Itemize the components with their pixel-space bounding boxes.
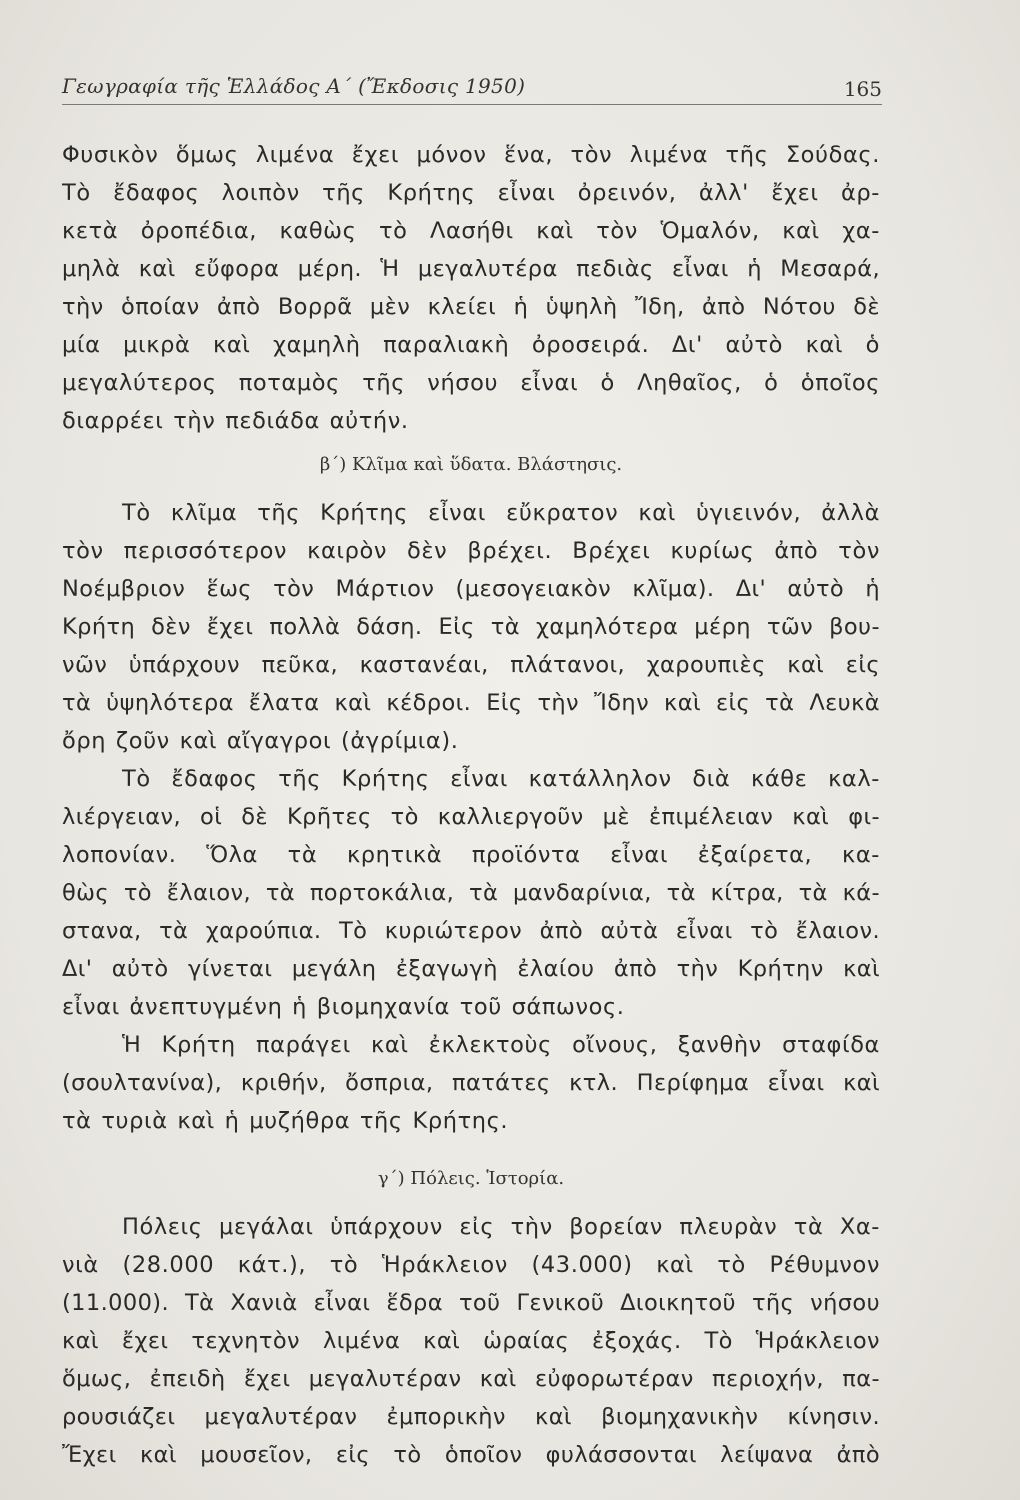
section-heading-climate: β΄) Κλῖμα καὶ ὕδατα. Βλάστησις. <box>319 454 623 475</box>
text-line: τὰ ὑψηλότερα ἔλατα καὶ κέδροι. Εἰς τὴν Ἴδην καὶ εἰς τὰ Λευκὰ <box>62 690 880 716</box>
text-line: νῶν ὑπάρχουν πεῦκα, καστανέαι, πλάτανοι, χαρουπιὲς καὶ εἰς <box>62 652 880 678</box>
section-heading-cities: γ΄) Πόλεις. Ἱστορία. <box>377 1168 565 1189</box>
text-line: Ἡ Κρήτη παράγει καὶ ἐκλεκτοὺς οἴνους, ξανθὴν σταφίδα <box>122 1032 880 1058</box>
text-line: καὶ ἔχει τεχνητὸν λιμένα καὶ ὡραίας ἐξοχάς. Τὸ Ἡράκλειον <box>62 1328 880 1354</box>
text-line: Ἔχει καὶ μουσεῖον, εἰς τὸ ὁποῖον φυλάσσονται λείψανα ἀπὸ <box>62 1442 880 1468</box>
text-line: Φυσικὸν ὅμως λιμένα ἔχει μόνον ἕνα, τὸν λιμένα τῆς Σούδας. <box>62 142 880 168</box>
text-line: Πόλεις μεγάλαι ὑπάρχουν εἰς τὴν βορείαν πλευρὰν τὰ Χα- <box>122 1214 880 1240</box>
text-line: λιέργειαν, οἱ δὲ Κρῆτες τὸ καλλιεργοῦν μὲ ἐπιμέλειαν καὶ φι- <box>62 804 880 830</box>
text-line: τὸν περισσότερον καιρὸν δὲν βρέχει. Βρέχει κυρίως ἀπὸ τὸν <box>62 538 880 564</box>
text-line: τὰ τυριὰ καὶ ἡ μυζήθρα τῆς Κρήτης. <box>62 1108 509 1134</box>
text-line: (11.000). Τὰ Χανιὰ εἶναι ἕδρα τοῦ Γενικοῦ Διοικητοῦ τῆς νήσου <box>62 1290 880 1316</box>
text-line: ὄρη ζοῦν καὶ αἴγαγροι (ἀγρίμια). <box>62 728 459 754</box>
text-line: λοπονίαν. Ὅλα τὰ κρητικὰ προϊόντα εἶναι ἐξαίρετα, κα- <box>62 842 880 868</box>
text-line: μεγαλύτερος ποταμὸς τῆς νήσου εἶναι ὁ Ληθαῖος, ὁ ὁποῖος <box>62 370 880 396</box>
text-line: θὼς τὸ ἔλαιον, τὰ πορτοκάλια, τὰ μανδαρίνια, τὰ κίτρα, τὰ κά- <box>62 880 880 906</box>
running-header: Γεωγραφία τῆς Ἑλλάδος Α΄ (Ἔκδοσις 1950) <box>62 74 526 98</box>
text-line: Κρήτη δὲν ἔχει πολλὰ δάση. Εἰς τὰ χαμηλότερα μέρη τῶν βου- <box>62 614 880 640</box>
text-line: ὅμως, ἐπειδὴ ἔχει μεγαλυτέραν καὶ εὐφορωτέραν περιοχήν, πα- <box>62 1366 880 1392</box>
text-line: Τὸ ἔδαφος τῆς Κρήτης εἶναι κατάλληλον διὰ κάθε καλ- <box>122 766 880 792</box>
text-line: ρουσιάζει μεγαλυτέραν ἐμπορικὴν καὶ βιομηχανικὴν κίνησιν. <box>62 1404 880 1430</box>
page-number: 165 <box>843 77 882 101</box>
text-line: εἶναι ἀνεπτυγμένη ἡ βιομηχανία τοῦ σάπωνος. <box>62 994 625 1020</box>
text-line: μία μικρὰ καὶ χαμηλὴ παραλιακὴ ὀροσειρά. Δι' αὐτὸ καὶ ὁ <box>62 332 880 358</box>
text-line: διαρρέει τὴν πεδιάδα αὐτήν. <box>62 408 409 434</box>
text-line: κετὰ ὀροπέδια, καθὼς τὸ Λασήθι καὶ τὸν Ὁμαλόν, καὶ χα- <box>62 218 880 244</box>
text-line: νιὰ (28.000 κάτ.), τὸ Ἡράκλειον (43.000) καὶ τὸ Ρέθυμνον <box>62 1252 880 1278</box>
text-line: Νοέμβριον ἕως τὸν Μάρτιον (μεσογειακὸν κλῖμα). Δι' αὐτὸ ἡ <box>62 576 880 602</box>
text-line: τὴν ὁποίαν ἀπὸ Βορρᾶ μὲν κλείει ἡ ὑψηλὴ Ἴδη, ἀπὸ Νότου δὲ <box>62 294 880 320</box>
text-line: μηλὰ καὶ εὔφορα μέρη. Ἡ μεγαλυτέρα πεδιὰς εἶναι ἡ Μεσαρά, <box>62 256 880 282</box>
text-line: (σουλτανίνα), κριθήν, ὄσπρια, πατάτες κτλ. Περίφημα εἶναι καὶ <box>62 1070 880 1096</box>
text-line: στανα, τὰ χαρούπια. Τὸ κυριώτερον ἀπὸ αὐτὰ εἶναι τὸ ἔλαιον. <box>62 918 880 944</box>
text-line: Τὸ ἔδαφος λοιπὸν τῆς Κρήτης εἶναι ὀρεινόν, ἀλλ' ἔχει ἀρ- <box>62 180 880 206</box>
text-line: Τὸ κλῖμα τῆς Κρήτης εἶναι εὔκρατον καὶ ὑγιεινόν, ἀλλὰ <box>122 500 880 526</box>
text-line: Δι' αὐτὸ γίνεται μεγάλη ἐξαγωγὴ ἐλαίου ἀπὸ τὴν Κρήτην καὶ <box>62 956 880 982</box>
